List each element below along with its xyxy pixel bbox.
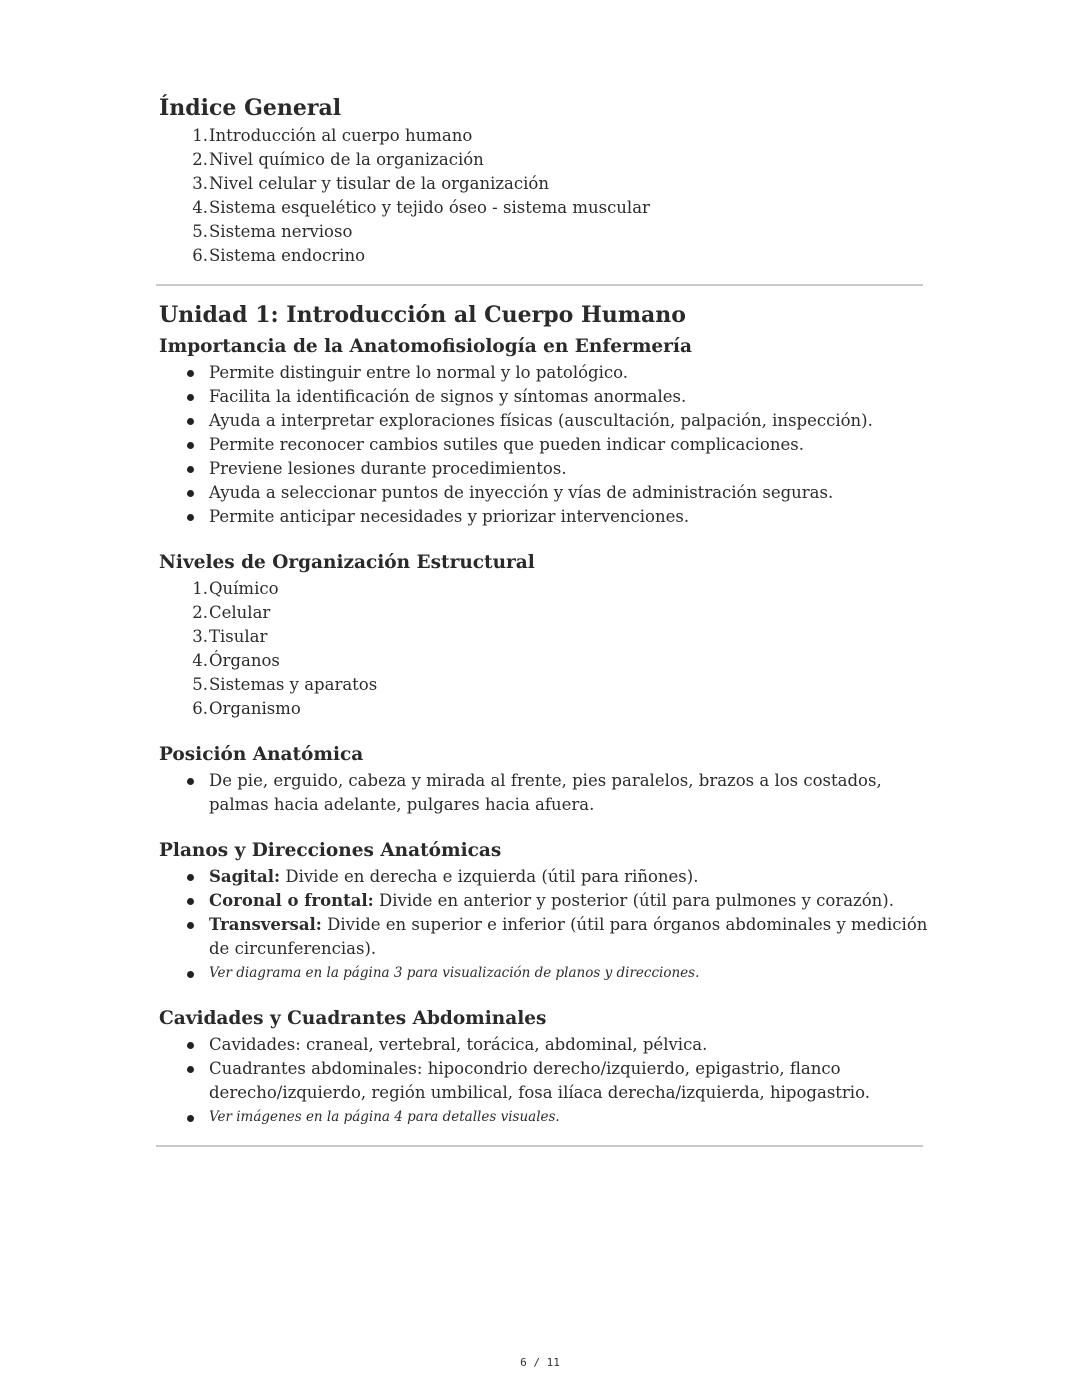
term-label: Sagital: [209, 867, 281, 886]
images-note: Ver imágenes en la página 4 para detalles visuales. [159, 1105, 929, 1129]
list-item: 5. Sistemas y aparatos [192, 675, 378, 694]
list-item: 2. Celular [192, 603, 271, 622]
importance-heading: Importancia de la Anatomofisiología en Enfermería [159, 336, 692, 357]
list-item: Ayuda a seleccionar puntos de inyección y vías de administración seguras. [159, 481, 929, 505]
levels-heading: Niveles de Organización Estructural [159, 552, 535, 573]
planes-list [159, 865, 929, 985]
levels-list [159, 577, 929, 721]
list-item: Ayuda a interpretar exploraciones físicas (auscultación, palpación, inspección). [159, 409, 929, 433]
list-item: 3. Nivel celular y tisular de la organización [192, 174, 549, 193]
list-item: 4. Sistema esquelético y tejido óseo - sistema muscular [192, 198, 650, 217]
list-item: Permite distinguir entre lo normal y lo patológico. [159, 361, 929, 385]
list-item: 1. Químico [192, 579, 279, 598]
list-item: 6. Sistema endocrino [192, 246, 366, 265]
list-item: 1. Introducción al cuerpo humano [192, 126, 473, 145]
page-number: 6 / 11 [520, 1356, 560, 1369]
list-item: 2. Nivel químico de la organización [192, 150, 484, 169]
index-list [159, 124, 929, 268]
unit-title: Unidad 1: Introducción al Cuerpo Humano [159, 302, 686, 328]
list-item: Previene lesiones durante procedimientos. [159, 457, 929, 481]
list-item: Transversal: Divide en superior e inferior (útil para órganos abdominales y medición de circunferencias). [159, 913, 929, 961]
cavities-list [159, 1033, 929, 1129]
list-item: 4. Órganos [192, 651, 280, 670]
document-page [159, 92, 929, 1147]
term-label: Transversal: [209, 915, 322, 934]
list-item: Coronal o frontal: Divide en anterior y posterior (útil para pulmones y corazón). [159, 889, 929, 913]
section-divider [156, 284, 923, 286]
cavities-heading: Cavidades y Cuadrantes Abdominales [159, 1008, 547, 1029]
section-divider [156, 1145, 923, 1147]
list-item: De pie, erguido, cabeza y mirada al frente, pies paralelos, brazos a los costados, palmas hacia adelante, pulgares hacia afuera. [159, 769, 929, 817]
position-heading: Posición Anatómica [159, 744, 364, 765]
diagram-note: Ver diagrama en la página 3 para visualización de planos y direcciones. [159, 961, 929, 985]
list-item: Permite anticipar necesidades y priorizar intervenciones. [159, 505, 929, 529]
position-list [159, 769, 929, 817]
list-item: 3. Tisular [192, 627, 268, 646]
list-item: 6. Organismo [192, 699, 301, 718]
list-item: Facilita la identificación de signos y síntomas anormales. [159, 385, 929, 409]
list-item: Permite reconocer cambios sutiles que pueden indicar complicaciones. [159, 433, 929, 457]
list-item: 5. Sistema nervioso [192, 222, 353, 241]
list-item: Cavidades: craneal, vertebral, torácica, abdominal, pélvica. [159, 1033, 929, 1057]
list-item: Cuadrantes abdominales: hipocondrio derecho/izquierdo, epigastrio, flanco derecho/izquierdo, región umbilical, fosa ilíaca derecha/izquierda, hipogastrio. [159, 1057, 929, 1105]
importance-list [159, 361, 929, 529]
planes-heading: Planos y Direcciones Anatómicas [159, 840, 502, 861]
list-item: Sagital: Divide en derecha e izquierda (útil para riñones). [159, 865, 929, 889]
term-label: Coronal o frontal: [209, 891, 374, 910]
index-title: Índice General [159, 95, 342, 121]
